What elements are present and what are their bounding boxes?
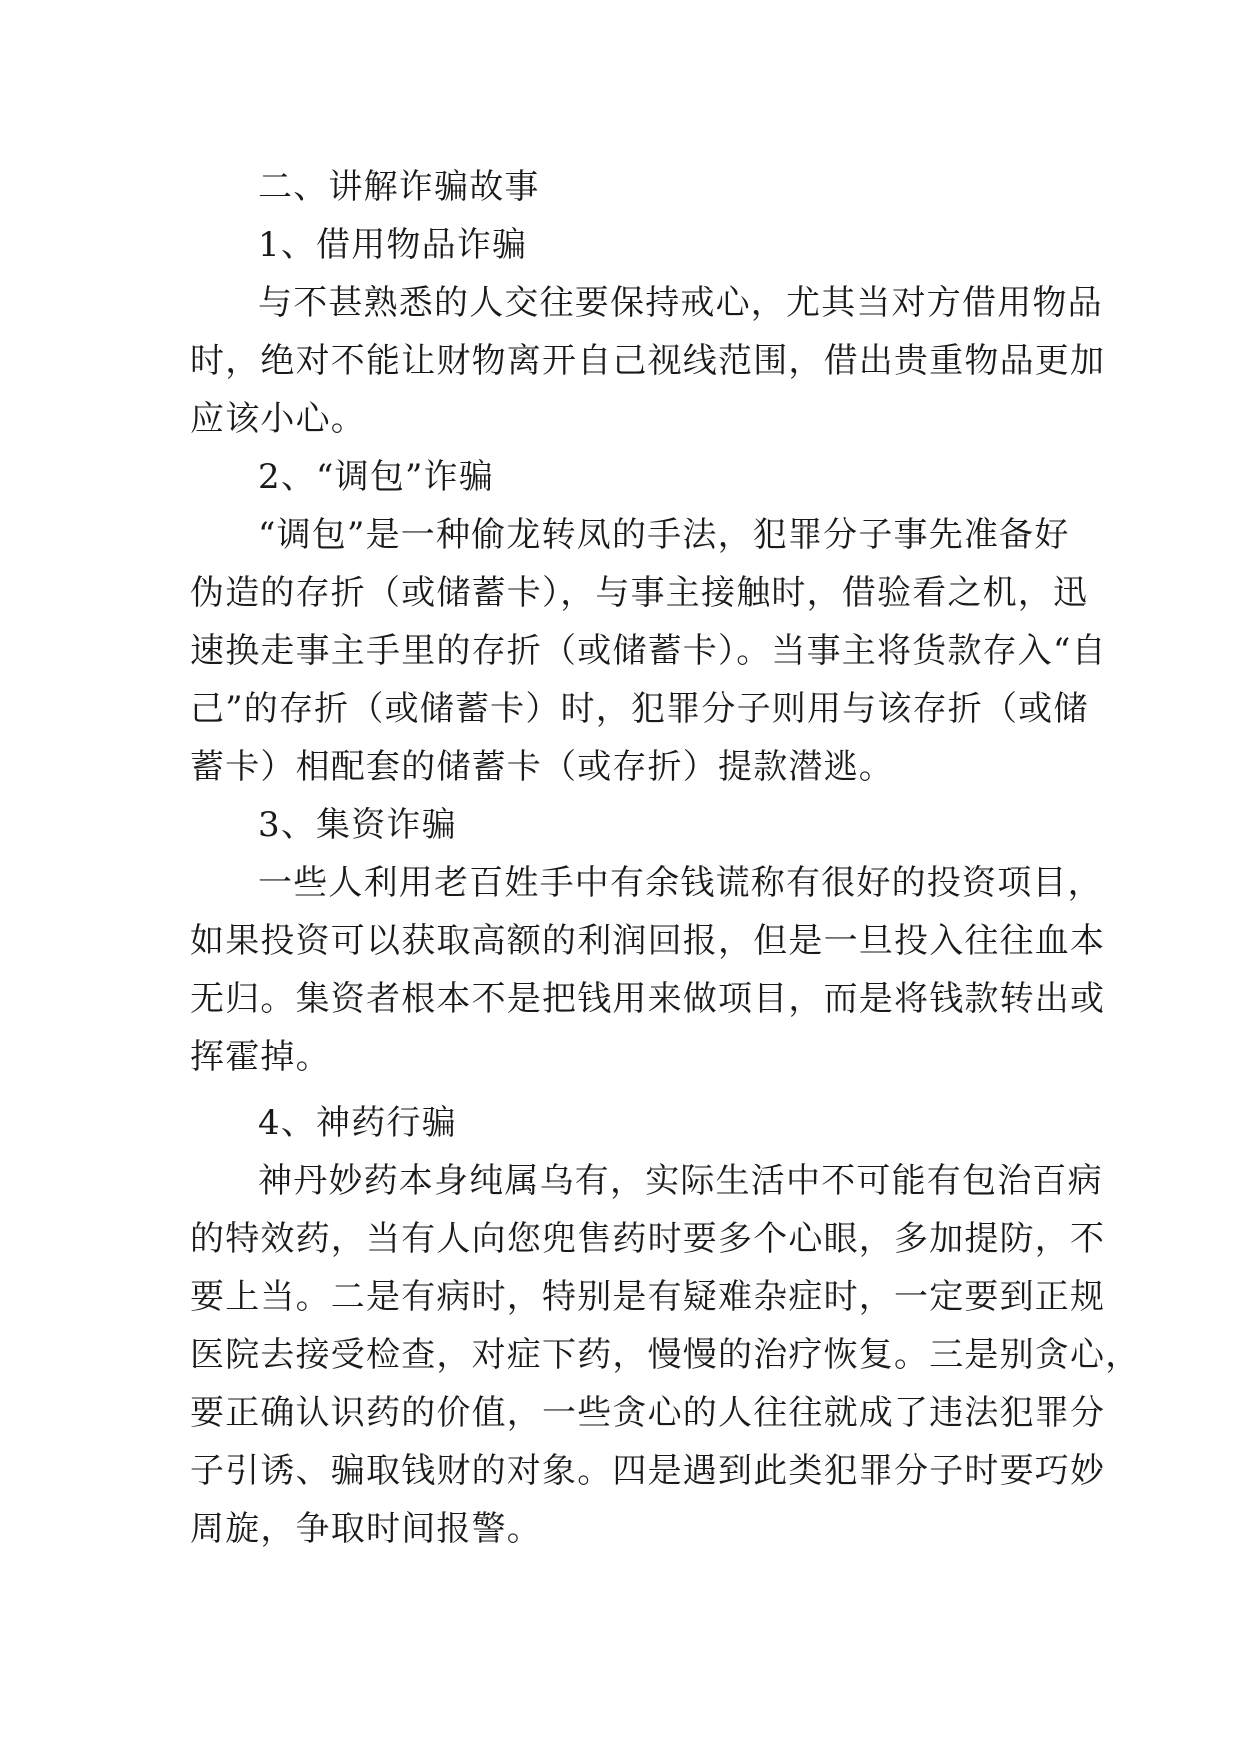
paragraph-line: 神丹妙药本身纯属乌有，实际生活中不可能有包治百病 — [258, 1161, 1103, 1201]
paragraph-line: 伪造的存折（或储蓄卡），与事主接触时，借验看之机，迅 — [190, 573, 1089, 613]
paragraph-line: “调包”是一种偷龙转凤的手法，犯罪分子事先准备好 — [258, 515, 1070, 555]
document-body — [190, 158, 1141, 1558]
subsection-title: 2、“调包”诈骗 — [258, 457, 494, 497]
paragraph-line: 要正确认识药的价值，一些贪心的人往往就成了违法犯罪分 — [190, 1393, 1106, 1433]
paragraph-line: 应该小心。 — [190, 399, 366, 439]
paragraph-line: 挥霍掉。 — [190, 1037, 331, 1077]
section-heading: 二、讲解诈骗故事 — [258, 167, 540, 207]
paragraph-line: 的特效药，当有人向您兜售药时要多个心眼，多加提防，不 — [190, 1219, 1106, 1259]
paragraph-line: 医院去接受检查，对症下药，慢慢的治疗恢复。三是别贪心， — [190, 1335, 1141, 1375]
paragraph-line: 子引诱、骗取钱财的对象。四是遇到此类犯罪分子时要巧妙 — [190, 1451, 1106, 1491]
paragraph-line: 如果投资可以获取高额的利润回报，但是一旦投入往往血本 — [190, 921, 1106, 961]
subsection-title: 3、集资诈骗 — [258, 805, 457, 845]
paragraph-line: 与不甚熟悉的人交往要保持戒心，尤其当对方借用物品 — [258, 283, 1103, 323]
paragraph-line: 要上当。二是有病时，特别是有疑难杂症时，一定要到正规 — [190, 1277, 1106, 1317]
paragraph-line: 周旋，争取时间报警。 — [190, 1509, 542, 1549]
paragraph-line: 速换走事主手里的存折（或储蓄卡）。当事主将货款存入“自 — [190, 631, 1107, 671]
subsection-title: 1、借用物品诈骗 — [258, 225, 528, 265]
paragraph-line: 时，绝对不能让财物离开自己视线范围，借出贵重物品更加 — [190, 341, 1106, 381]
subsection-title: 4、神药行骗 — [258, 1103, 457, 1143]
paragraph-line: 一些人利用老百姓手中有余钱谎称有很好的投资项目， — [258, 863, 1103, 903]
paragraph-line: 无归。集资者根本不是把钱用来做项目，而是将钱款转出或 — [190, 979, 1106, 1019]
paragraph-line: 蓄卡）相配套的储蓄卡（或存折）提款潜逃。 — [190, 747, 894, 787]
paragraph-line: 己”的存折（或储蓄卡）时，犯罪分子则用与该存折（或储 — [190, 689, 1089, 729]
